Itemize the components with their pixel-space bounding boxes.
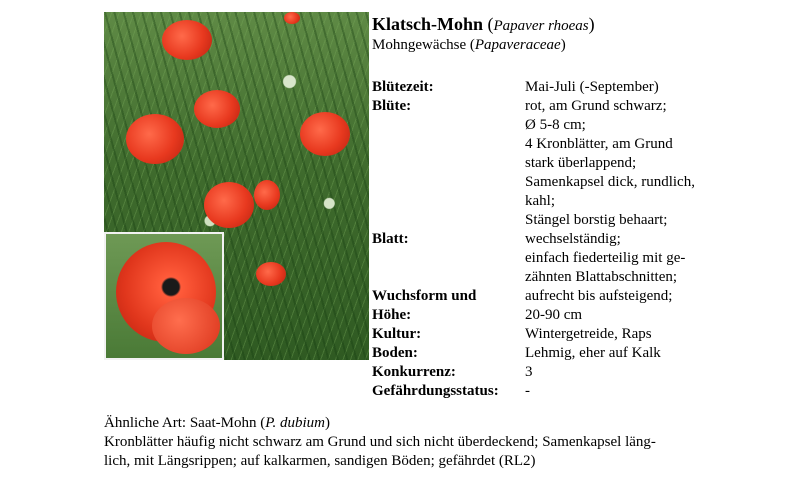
bluetezeit-value: Mai-Juli (-September) — [525, 79, 659, 95]
konkurrenz-value: 3 — [525, 364, 533, 380]
blatt-label: Blatt: — [372, 231, 409, 247]
blatt-line: einfach fiederteilig mit ge- — [525, 250, 686, 266]
boden-value: Lehmig, eher auf Kalk — [525, 345, 661, 361]
similar-species-heading — [104, 414, 330, 433]
boden-label: Boden: — [372, 345, 418, 361]
bluete-line: rot, am Grund schwarz; — [525, 98, 667, 114]
konkurrenz-label: Konkurrenz: — [372, 364, 456, 380]
bluete-line: 4 Kronblätter, am Grund — [525, 136, 673, 152]
bluete-line: Stängel borstig behaart; — [525, 212, 668, 228]
kultur-value: Wintergetreide, Raps — [525, 326, 652, 342]
blatt-line: zähnten Blattabschnitten; — [525, 269, 678, 285]
plant-family: Mohngewächse (Papaveraceae) — [372, 37, 566, 53]
poppy-flower — [162, 20, 212, 60]
poppy-flower — [126, 114, 184, 164]
bluete-label: Blüte: — [372, 98, 412, 114]
kultur-label: Kultur: — [372, 326, 422, 342]
family-latin: Papaveraceae — [474, 37, 561, 53]
gefaehrdung-value: - — [525, 383, 530, 399]
poppy-closeup-inset — [104, 232, 224, 360]
poppy-photo — [104, 12, 369, 360]
latin-name: Papaver rhoeas — [493, 18, 589, 34]
poppy-flower — [254, 180, 280, 210]
similar-description-line: lich, mit Längsrippen; auf kalkarmen, sandigen Böden; gefährdet (RL2) — [104, 453, 536, 469]
similar-prefix: Ähnliche Art: Saat-Mohn ( — [104, 415, 266, 431]
family-name: Mohngewächse — [372, 37, 467, 53]
bluete-line: Ø 5-8 cm; — [525, 117, 586, 133]
wuchsform-line: 20-90 cm — [525, 307, 583, 323]
bluete-line: Samenkapsel dick, rundlich, — [525, 174, 695, 190]
wuchsform-label: Wuchsform und — [372, 288, 477, 304]
poppy-flower — [300, 112, 350, 156]
similar-latin: P. dubium — [265, 415, 325, 431]
bluete-line: kahl; — [525, 193, 555, 209]
poppy-flower — [204, 182, 254, 228]
common-name: Klatsch-Mohn — [372, 14, 484, 34]
blatt-line: wechselständig; — [525, 231, 621, 247]
similar-suffix: ) — [324, 415, 330, 431]
poppy-flower — [194, 90, 240, 128]
similar-description-line: Kronblätter häufig nicht schwarz am Grund und sich nicht überdeckend; Samenkapsel läng- — [104, 434, 656, 450]
poppy-flower — [284, 12, 300, 24]
bluetezeit-label: Blütezeit: — [372, 79, 434, 95]
gefaehrdung-label: Gefährdungsstatus: — [372, 383, 499, 399]
hoehe-label: Höhe: — [372, 307, 412, 323]
wuchsform-line: aufrecht bis aufsteigend; — [525, 288, 673, 304]
bluete-line: stark überlappend; — [525, 155, 637, 171]
species-title: Klatsch-Mohn (Papaver rhoeas) — [372, 14, 595, 34]
poppy-flower — [256, 262, 286, 286]
poppy-closeup-petal — [152, 298, 220, 354]
